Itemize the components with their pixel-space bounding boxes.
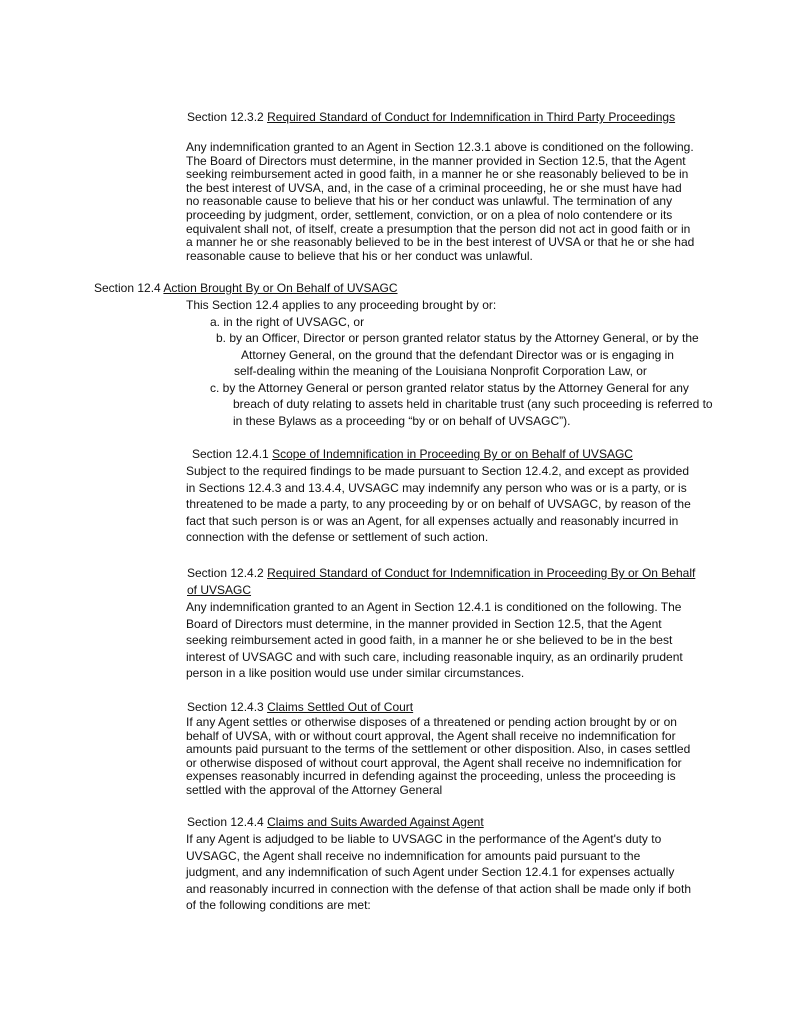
section-number: Section 12.4.4 <box>187 815 264 829</box>
section-title: Required Standard of Conduct for Indemnification in Third Party Proceedings <box>267 110 676 124</box>
section-number: Section 12.4 <box>94 281 161 295</box>
section-12-4-2-heading <box>187 565 699 598</box>
section-12-4-3-heading <box>187 700 413 714</box>
section-12-4-4-heading <box>187 815 484 829</box>
list-item-b-line-3: self-dealing within the meaning of the Louisiana Nonprofit Corporation Law, or <box>234 364 647 378</box>
section-12-3-2-heading <box>187 110 675 124</box>
section-title: Required Standard of Conduct for Indemnification in Proceeding By or On Behalf of UVSAGC <box>187 566 696 597</box>
section-number: Section 12.3.2 <box>187 110 264 124</box>
section-12-4-1-heading <box>192 447 633 461</box>
section-12-3-2-body: Any indemnification granted to an Agent in Section 12.3.1 above is conditioned on the following. The Board of Directors must determine, in the manner provided in Section 12.5, that the Agent seeking reimbursement acted in good faith, in a manner he or she reasonably believed to be in the best interest of UVSA, and, in the case of a criminal proceeding, he or she must have had no reasonable cause to believe that his or her conduct was unlawful. The termination of any proceeding by judgment, order, settlement, conviction, or on a plea of nolo contendere or its equivalent shall not, of itself, create a presumption that the person did not act in good faith or in a manner he or she reasonably believed to be in the best interest of UVSA or that he or she had reasonable cause to believe that his or her conduct was unlawful. <box>186 140 695 263</box>
section-12-4-1-body: Subject to the required findings to be made pursuant to Section 12.4.2, and except as provided in Sections 12.4.3 and 13.4.4, UVSAGC may indemnify any person who was or is a party, or is threatened to be made a party, to any proceeding by or on behalf of UVSAGC, by reason of the fact that such person is or was an Agent, for all expenses actually and reasonably incurred in connection with the defense or settlement of such action. <box>186 464 691 545</box>
section-number: Section 12.4.3 <box>187 700 264 714</box>
section-title: Scope of Indemnification in Proceeding By or on Behalf of UVSAGC <box>272 447 633 461</box>
list-item-c-line-2: breach of duty relating to assets held in charitable trust (any such proceeding is referred to <box>233 397 713 411</box>
section-title: Claims Settled Out of Court <box>267 700 414 714</box>
section-12-4-heading <box>94 281 398 295</box>
section-title: Action Brought By or On Behalf of UVSAGC <box>163 281 398 295</box>
section-title: Claims and Suits Awarded Against Agent <box>267 815 484 829</box>
list-item-c-line-1: c. by the Attorney General or person granted relator status by the Attorney General for any <box>210 381 689 395</box>
section-12-4-2-body: Any indemnification granted to an Agent in Section 12.4.1 is conditioned on the following. The Board of Directors must determine, in the manner provided in Section 12.5, that the Agent seeking reimbursement acted in good faith, in a manner he or she believed to be in the best interest of UVSAGC and with such care, including reasonable inquiry, as an ordinarily prudent person in a like position would use under similar circumstances. <box>186 600 683 681</box>
list-item-c-line-3: in these Bylaws as a proceeding “by or on behalf of UVSAGC”). <box>233 414 571 428</box>
section-number: Section 12.4.1 <box>192 447 269 461</box>
section-12-4-4-body: If any Agent is adjudged to be liable to UVSAGC in the performance of the Agent's duty to UVSAGC, the Agent shall receive no indemnification for amounts paid pursuant to the judgment, and any indemnification of such Agent under Section 12.4.1 for expenses actually and reasonably incurred in connection with the defense of that action shall be made only if both of the following conditions are met: <box>186 832 691 913</box>
section-12-4-intro: This Section 12.4 applies to any proceeding brought by or: <box>186 298 497 312</box>
list-item-b-line-2: Attorney General, on the ground that the defendant Director was or is engaging in <box>241 348 674 362</box>
list-item-b-line-1: b. by an Officer, Director or person granted relator status by the Attorney General, or by the <box>216 331 699 345</box>
list-item-a: a. in the right of UVSAGC, or <box>210 315 365 329</box>
section-12-4-3-body: If any Agent settles or otherwise disposes of a threatened or pending action brought by or on behalf of UVSA, with or without court approval, the Agent shall receive no indemnification for amounts paid pursuant to the terms of the settlement or other disposition. Also, in cases settled or otherwise disposed of without court approval, the Agent shall receive no indemnification for expenses reasonably incurred in defending against the proceeding, unless the proceeding is settled with the approval of the Attorney General <box>186 715 691 797</box>
section-number: Section 12.4.2 <box>187 566 264 580</box>
